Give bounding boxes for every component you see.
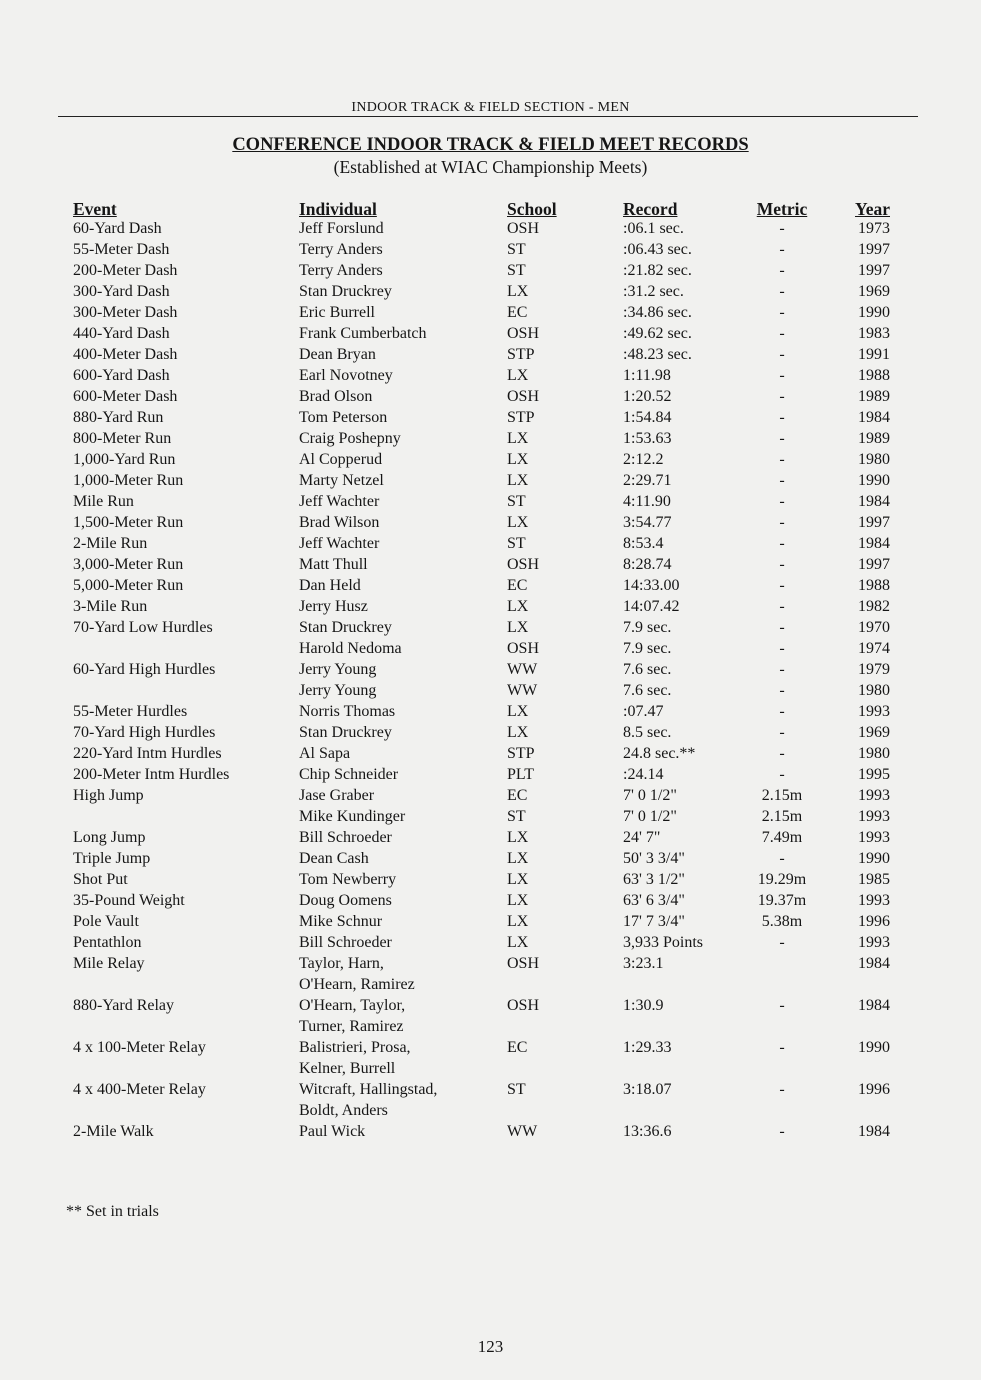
metric-cell: - [779, 472, 785, 489]
school-cell: EC [507, 787, 528, 804]
year-cell: 1990 [858, 850, 890, 867]
individual-cell: Brad Olson [299, 388, 373, 405]
individual-cell: Balistrieri, Prosa, [299, 1039, 411, 1056]
event-cell: 300-Meter Dash [73, 304, 178, 321]
metric-cell: - [779, 934, 785, 951]
school-cell: LX [507, 703, 529, 720]
record-cell: 2:29.71 [623, 472, 672, 489]
metric-cell: - [779, 283, 785, 300]
record-cell: :48.23 sec. [623, 346, 692, 363]
event-cell: 70-Yard Low Hurdles [73, 619, 213, 636]
record-cell: 63' 3 1/2" [623, 871, 685, 888]
metric-cell: - [779, 556, 785, 573]
metric-cell: - [779, 451, 785, 468]
record-cell: 1:30.9 [623, 997, 664, 1014]
individual-cell: Frank Cumberbatch [299, 325, 427, 342]
year-cell: 1990 [858, 304, 890, 321]
record-cell: :06.1 sec. [623, 220, 684, 237]
school-cell: LX [507, 724, 529, 741]
metric-cell: - [779, 577, 785, 594]
event-cell: 60-Yard Dash [73, 220, 162, 237]
metric-cell: - [779, 598, 785, 615]
individual-cell: Jerry Young [299, 682, 377, 699]
metric-cell: - [779, 703, 785, 720]
event-cell: 3-Mile Run [73, 598, 148, 615]
school-cell: ST [507, 262, 526, 279]
individual-cell: Jerry Husz [299, 598, 368, 615]
year-cell: 1989 [858, 388, 890, 405]
metric-cell: - [779, 493, 785, 510]
school-cell: STP [507, 409, 535, 426]
record-cell: :06.43 sec. [623, 241, 692, 258]
year-cell: 1984 [858, 409, 890, 426]
record-cell: 7' 0 1/2" [623, 787, 677, 804]
school-cell: LX [507, 892, 529, 909]
record-cell: :07.47 [623, 703, 664, 720]
column-header-metric: Metric [756, 199, 808, 219]
school-cell: LX [507, 619, 529, 636]
school-cell: LX [507, 829, 529, 846]
header-rule [58, 116, 918, 117]
year-cell: 1984 [858, 955, 890, 972]
event-cell: 2-Mile Run [73, 535, 148, 552]
school-cell: LX [507, 934, 529, 951]
individual-cell: Earl Novotney [299, 367, 393, 384]
year-cell: 1991 [858, 346, 890, 363]
individual-cell: Witcraft, Hallingstad, [299, 1081, 438, 1098]
metric-cell: - [779, 430, 785, 447]
year-cell: 1990 [858, 472, 890, 489]
record-cell: :34.86 sec. [623, 304, 692, 321]
event-cell: 4 x 400-Meter Relay [73, 1081, 206, 1098]
year-cell: 1980 [858, 745, 890, 762]
metric-cell: - [779, 367, 785, 384]
school-cell: LX [507, 283, 529, 300]
record-cell: 8:28.74 [623, 556, 672, 573]
event-cell: 1,000-Meter Run [73, 472, 184, 489]
metric-cell: - [779, 220, 785, 237]
school-cell: LX [507, 850, 529, 867]
school-cell: OSH [507, 955, 540, 972]
event-cell: 300-Yard Dash [73, 283, 170, 300]
metric-cell: - [779, 262, 785, 279]
individual-cell: Craig Poshepny [299, 430, 401, 447]
event-cell: 400-Meter Dash [73, 346, 178, 363]
individual-cell: Tom Newberry [299, 871, 397, 888]
school-cell: LX [507, 871, 529, 888]
record-cell: :49.62 sec. [623, 325, 692, 342]
school-cell: EC [507, 304, 528, 321]
record-cell: 14:07.42 [623, 598, 680, 615]
event-cell: 4 x 100-Meter Relay [73, 1039, 206, 1056]
record-cell: 14:33.00 [623, 577, 680, 594]
metric-cell: - [779, 325, 785, 342]
individual-cell: Marty Netzel [299, 472, 384, 489]
year-cell: 1974 [858, 640, 890, 657]
year-cell: 1984 [858, 535, 890, 552]
page-number: 123 [477, 1337, 504, 1356]
individual-cell: Mike Schnur [299, 913, 383, 930]
record-cell: 1:20.52 [623, 388, 672, 405]
event-cell: 35-Pound Weight [73, 892, 185, 909]
column-header-school: School [507, 199, 557, 219]
metric-cell: - [779, 346, 785, 363]
school-cell: LX [507, 598, 529, 615]
individual-cell: Dean Cash [299, 850, 369, 867]
metric-cell: - [779, 997, 785, 1014]
year-cell: 1989 [858, 430, 890, 447]
event-cell: Triple Jump [73, 850, 151, 867]
record-cell: 8:53.4 [623, 535, 664, 552]
year-cell: 1995 [858, 766, 890, 783]
year-cell: 1982 [858, 598, 890, 615]
event-cell: 200-Meter Dash [73, 262, 178, 279]
year-cell: 1984 [858, 997, 890, 1014]
year-cell: 1988 [858, 367, 890, 384]
event-cell: 600-Yard Dash [73, 367, 170, 384]
section-header: INDOOR TRACK & FIELD SECTION - MEN [351, 100, 630, 115]
school-cell: OSH [507, 997, 540, 1014]
page-title: CONFERENCE INDOOR TRACK & FIELD MEET RECORDS [232, 135, 749, 155]
individual-cell: Terry Anders [299, 241, 383, 258]
school-cell: ST [507, 493, 526, 510]
individual-cell: Doug Oomens [299, 892, 392, 909]
individual-cell: Bill Schroeder [299, 829, 392, 846]
school-cell: ST [507, 1081, 526, 1098]
record-cell: 13:36.6 [623, 1123, 672, 1140]
individual-cell: Terry Anders [299, 262, 383, 279]
individual-cell: Tom Peterson [299, 409, 388, 426]
metric-cell: - [779, 619, 785, 636]
year-cell: 1979 [858, 661, 890, 678]
individual-cell: Dan Held [299, 577, 361, 594]
event-cell: 800-Meter Run [73, 430, 172, 447]
record-cell: :31.2 sec. [623, 283, 684, 300]
record-cell: 17' 7 3/4" [623, 913, 685, 930]
year-cell: 1984 [858, 1123, 890, 1140]
metric-cell: - [779, 1123, 785, 1140]
event-cell: Pentathlon [73, 934, 142, 951]
event-cell: 70-Yard High Hurdles [73, 724, 216, 741]
school-cell: OSH [507, 388, 540, 405]
metric-cell: - [779, 241, 785, 258]
metric-cell: 2.15m [761, 787, 803, 804]
year-cell: 1993 [858, 808, 890, 825]
metric-cell: - [779, 640, 785, 657]
year-cell: 1996 [858, 1081, 890, 1098]
column-header-year: Year [855, 199, 890, 219]
record-cell: :24.14 [623, 766, 664, 783]
individual-cell: Eric Burrell [299, 304, 375, 321]
year-cell: 1969 [858, 724, 890, 741]
school-cell: ST [507, 808, 526, 825]
event-cell: Pole Vault [73, 913, 139, 930]
school-cell: ST [507, 535, 526, 552]
event-cell: 55-Meter Dash [73, 241, 170, 258]
event-cell: Long Jump [73, 829, 146, 846]
event-cell: High Jump [73, 787, 144, 804]
record-cell: 3,933 Points [623, 934, 704, 951]
school-cell: LX [507, 430, 529, 447]
record-cell: :21.82 sec. [623, 262, 692, 279]
individual-cell: Stan Druckrey [299, 724, 392, 741]
individual-cell: O'Hearn, Taylor, [299, 997, 406, 1014]
year-cell: 1996 [858, 913, 890, 930]
individual-cell: Stan Druckrey [299, 619, 392, 636]
school-cell: LX [507, 472, 529, 489]
record-cell: 7.9 sec. [623, 619, 672, 636]
metric-cell: 7.49m [761, 829, 803, 846]
year-cell: 1993 [858, 934, 890, 951]
individual-cell: Dean Bryan [299, 346, 376, 363]
individual-cell: Al Copperud [299, 451, 383, 468]
column-header-individual: Individual [299, 199, 377, 219]
metric-cell: 5.38m [761, 913, 803, 930]
event-cell: 600-Meter Dash [73, 388, 178, 405]
year-cell: 1997 [858, 556, 890, 573]
record-cell: 7.9 sec. [623, 640, 672, 657]
metric-cell: - [779, 1039, 785, 1056]
individual-cell: Matt Thull [299, 556, 368, 573]
year-cell: 1993 [858, 787, 890, 804]
school-cell: EC [507, 577, 528, 594]
event-cell: 1,500-Meter Run [73, 514, 184, 531]
column-header-record: Record [623, 199, 678, 219]
event-cell: Mile Relay [73, 955, 145, 972]
page-subtitle: (Established at WIAC Championship Meets) [333, 157, 648, 177]
record-cell: 2:12.2 [623, 451, 664, 468]
individual-cell: Bill Schroeder [299, 934, 392, 951]
individual-cell: Norris Thomas [299, 703, 396, 720]
metric-cell: - [779, 766, 785, 783]
school-cell: WW [507, 1123, 538, 1140]
record-cell: 7.6 sec. [623, 661, 672, 678]
record-cell: 7.6 sec. [623, 682, 672, 699]
record-cell: 1:29.33 [623, 1039, 672, 1056]
record-cell: 24.8 sec.** [623, 745, 696, 762]
school-cell: LX [507, 913, 529, 930]
record-cell: 3:54.77 [623, 514, 672, 531]
school-cell: STP [507, 346, 535, 363]
record-cell: 1:54.84 [623, 409, 672, 426]
individual-cell: Kelner, Burrell [299, 1060, 396, 1077]
year-cell: 1984 [858, 493, 890, 510]
year-cell: 1973 [858, 220, 890, 237]
year-cell: 1997 [858, 262, 890, 279]
metric-cell: - [779, 1081, 785, 1098]
event-cell: 5,000-Meter Run [73, 577, 184, 594]
event-cell: 2-Mile Walk [73, 1123, 154, 1140]
individual-cell: Al Sapa [299, 745, 351, 762]
individual-cell: Boldt, Anders [299, 1102, 388, 1119]
record-cell: 7' 0 1/2" [623, 808, 677, 825]
school-cell: LX [507, 514, 529, 531]
school-cell: WW [507, 682, 538, 699]
individual-cell: Jeff Wachter [299, 535, 380, 552]
record-cell: 3:23.1 [623, 955, 664, 972]
school-cell: ST [507, 241, 526, 258]
school-cell: PLT [507, 766, 534, 783]
event-cell: 880-Yard Run [73, 409, 164, 426]
individual-cell: Harold Nedoma [299, 640, 402, 657]
school-cell: EC [507, 1039, 528, 1056]
school-cell: OSH [507, 220, 540, 237]
column-header-event: Event [73, 199, 117, 219]
individual-cell: Jerry Young [299, 661, 377, 678]
record-cell: 50' 3 3/4" [623, 850, 685, 867]
event-cell: Shot Put [73, 871, 128, 888]
year-cell: 1997 [858, 514, 890, 531]
record-cell: 63' 6 3/4" [623, 892, 685, 909]
year-cell: 1988 [858, 577, 890, 594]
school-cell: LX [507, 451, 529, 468]
individual-cell: O'Hearn, Ramirez [299, 976, 415, 993]
school-cell: OSH [507, 325, 540, 342]
individual-cell: Stan Druckrey [299, 283, 392, 300]
metric-cell: - [779, 535, 785, 552]
year-cell: 1969 [858, 283, 890, 300]
metric-cell: 2.15m [761, 808, 803, 825]
record-cell: 4:11.90 [623, 493, 671, 510]
metric-cell: - [779, 409, 785, 426]
year-cell: 1983 [858, 325, 890, 342]
record-cell: 24' 7" [623, 829, 661, 846]
school-cell: STP [507, 745, 535, 762]
metric-cell: 19.37m [757, 892, 807, 909]
individual-cell: Paul Wick [299, 1123, 366, 1140]
metric-cell: - [779, 850, 785, 867]
year-cell: 1993 [858, 703, 890, 720]
year-cell: 1993 [858, 892, 890, 909]
event-cell: 3,000-Meter Run [73, 556, 184, 573]
event-cell: 55-Meter Hurdles [73, 703, 188, 720]
school-cell: OSH [507, 556, 540, 573]
record-cell: 8.5 sec. [623, 724, 672, 741]
event-cell: 220-Yard Intm Hurdles [73, 745, 222, 762]
event-cell: 440-Yard Dash [73, 325, 170, 342]
year-cell: 1980 [858, 682, 890, 699]
metric-cell: - [779, 514, 785, 531]
year-cell: 1990 [858, 1039, 890, 1056]
year-cell: 1980 [858, 451, 890, 468]
record-cell: 1:53.63 [623, 430, 672, 447]
metric-cell: - [779, 661, 785, 678]
metric-cell: - [779, 682, 785, 699]
individual-cell: Brad Wilson [299, 514, 380, 531]
metric-cell: 19.29m [757, 871, 807, 888]
metric-cell: - [779, 745, 785, 762]
metric-cell: - [779, 304, 785, 321]
metric-cell: - [779, 724, 785, 741]
year-cell: 1997 [858, 241, 890, 258]
record-cell: 1:11.98 [623, 367, 671, 384]
school-cell: WW [507, 661, 538, 678]
footnote: ** Set in trials [66, 1203, 159, 1220]
event-cell: 1,000-Yard Run [73, 451, 176, 468]
individual-cell: Chip Schneider [299, 766, 399, 783]
individual-cell: Turner, Ramirez [299, 1018, 404, 1035]
event-cell: Mile Run [73, 493, 134, 510]
individual-cell: Jeff Forslund [299, 220, 384, 237]
individual-cell: Jeff Wachter [299, 493, 380, 510]
metric-cell: - [779, 388, 785, 405]
individual-cell: Jase Graber [299, 787, 375, 804]
event-cell: 880-Yard Relay [73, 997, 175, 1014]
year-cell: 1985 [858, 871, 890, 888]
individual-cell: Taylor, Harn, [299, 955, 384, 972]
year-cell: 1970 [858, 619, 890, 636]
individual-cell: Mike Kundinger [299, 808, 406, 825]
event-cell: 60-Yard High Hurdles [73, 661, 216, 678]
year-cell: 1993 [858, 829, 890, 846]
school-cell: LX [507, 367, 529, 384]
school-cell: OSH [507, 640, 540, 657]
event-cell: 200-Meter Intm Hurdles [73, 766, 230, 783]
record-cell: 3:18.07 [623, 1081, 672, 1098]
